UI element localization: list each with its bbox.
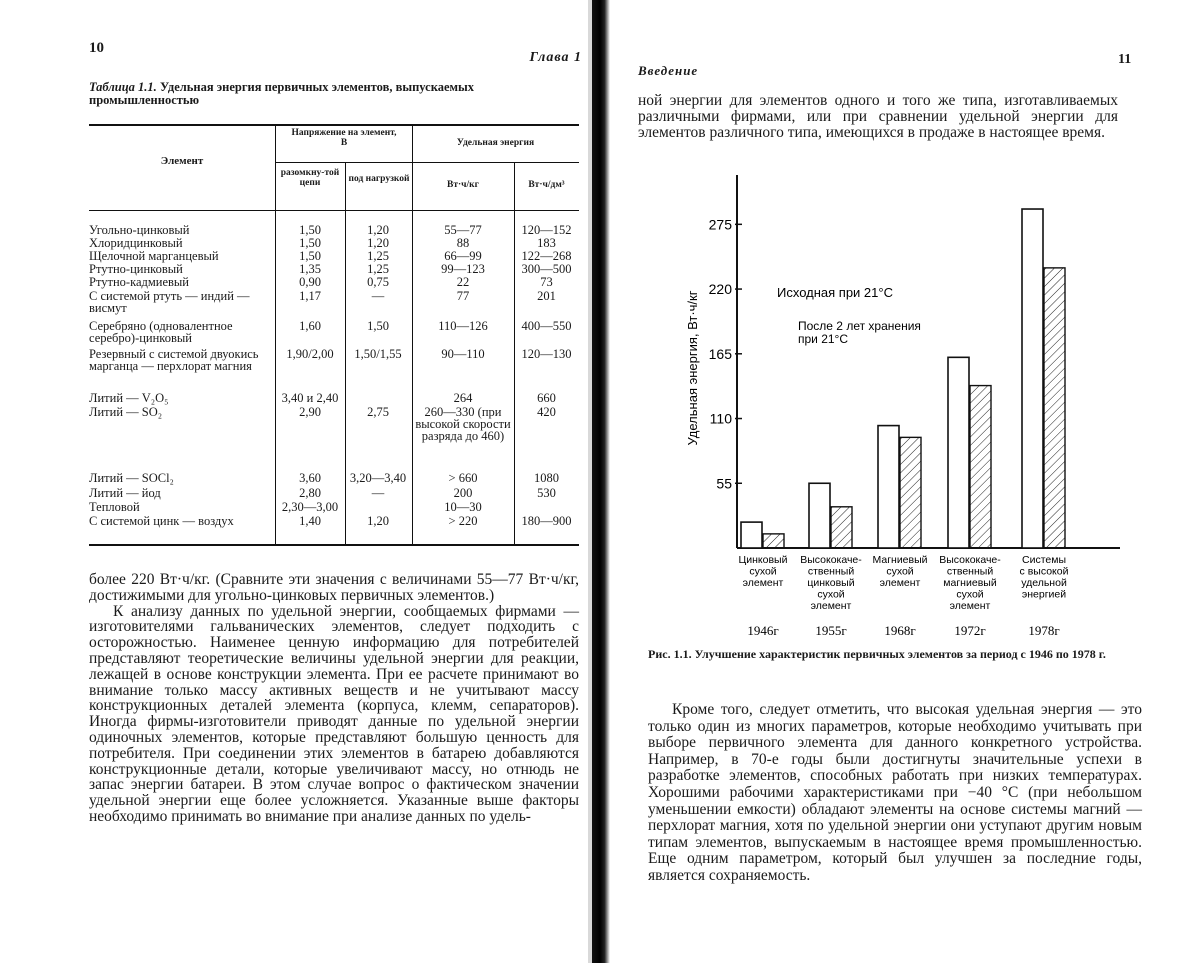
category-label: Высококаче- bbox=[939, 554, 1001, 566]
category-year: 1972г bbox=[954, 623, 986, 638]
table-cell-element: Угольно-цинковый bbox=[89, 223, 190, 237]
table-cell-whkg: 90—110 bbox=[441, 347, 485, 361]
right-bottom-text bbox=[648, 702, 1142, 885]
table-cell-whdm: 400—550 bbox=[521, 319, 572, 333]
table-cell-whdm: 120—152 bbox=[521, 223, 572, 237]
left-page-number: 10 bbox=[89, 40, 104, 56]
table-cell-element: С системой цинк — воздух bbox=[89, 514, 234, 528]
category-label: элемент bbox=[879, 577, 921, 589]
table-cell-element: Литий — SO₂ bbox=[89, 405, 163, 419]
category-label: Системы bbox=[1022, 554, 1066, 566]
header-voltage: Напряжение на элемент, В bbox=[291, 128, 397, 148]
table-bottom-rule bbox=[89, 544, 579, 546]
table-cell-load: 1,20 bbox=[367, 514, 389, 528]
y-tick-label: 165 bbox=[708, 345, 732, 362]
table-cell-element: Серебряно (одновалентное серебро)-цинковый bbox=[89, 319, 233, 345]
table-caption-text: Удельная энергия первичных элементов, выпускаемых промышленностью bbox=[89, 80, 475, 107]
table-top-rule bbox=[89, 124, 579, 126]
table-cell-whkg: 77 bbox=[456, 289, 470, 303]
header-open-circuit: разомкну-той цепи bbox=[280, 168, 340, 188]
table-cell-whdm: 530 bbox=[537, 486, 556, 500]
category-label: сухой bbox=[886, 565, 914, 578]
category-label: элемент bbox=[742, 577, 784, 589]
category-label: Магниевый bbox=[872, 554, 928, 566]
y-tick-label: 110 bbox=[709, 410, 732, 427]
table-cell-whkg: 55—77 bbox=[444, 223, 482, 237]
table-cell-load: 1,20 bbox=[367, 223, 389, 237]
table-cell-element: Резервный с системой двуокись марганца — перхлорат магния bbox=[89, 347, 259, 373]
table-cell-element: С системой ртуть — индий — висмут bbox=[89, 289, 250, 315]
table-cell-load: 3,20—3,40 bbox=[349, 471, 407, 485]
left-paragraph-1: более 220 Вт·ч/кг. (Сравните эти значения с величинами 55—77 Вт·ч/кг, достижимыми для угольно-цинковых первичных элементов.) bbox=[89, 571, 579, 604]
category-label: сухой bbox=[817, 588, 845, 601]
table-cell-whdm: 300—500 bbox=[521, 262, 572, 276]
table-cell-whdm: 180—900 bbox=[521, 514, 572, 528]
book-spine bbox=[592, 0, 610, 963]
header-wh-kg: Вт·ч/кг bbox=[447, 180, 479, 190]
table-cell-open: 2,80 bbox=[299, 486, 321, 500]
legend-after-storage: при 21°С bbox=[798, 332, 849, 346]
table-cell-whdm: 120—130 bbox=[521, 347, 572, 361]
table-cell-load: — bbox=[371, 486, 385, 500]
y-axis-label: Удельная энергия, Вт·ч/кг bbox=[685, 290, 700, 446]
table-cell-element: Тепловой bbox=[89, 500, 140, 514]
y-tick-label: 55 bbox=[716, 475, 732, 492]
bar-after-storage bbox=[831, 507, 852, 548]
table-cell-element: Литий — йод bbox=[89, 486, 161, 500]
category-label: удельной bbox=[1021, 577, 1067, 589]
table-cell-whdm: 1080 bbox=[534, 471, 559, 485]
table-cell-open: 1,50 bbox=[299, 236, 321, 250]
table-cell-whdm: 660 bbox=[537, 391, 556, 405]
table-cell-load: 1,25 bbox=[367, 262, 389, 276]
table-cell-open: 3,60 bbox=[299, 471, 321, 485]
table-cell-whkg: 260—330 (при высокой скорости разряда до 460) bbox=[415, 405, 511, 443]
table-caption-label: Таблица 1.1. bbox=[89, 80, 157, 94]
table-cell-whkg: 110—126 bbox=[438, 319, 488, 333]
table-cell-whkg: 10—30 bbox=[444, 500, 482, 514]
table-cell-open: 1,60 bbox=[299, 319, 321, 333]
table-cell-whkg: > 660 bbox=[448, 471, 478, 485]
table-cell-whkg: 88 bbox=[456, 236, 470, 250]
header-element: Элемент bbox=[160, 155, 204, 167]
y-tick-label: 220 bbox=[708, 281, 732, 298]
category-label: цинковый bbox=[807, 577, 855, 589]
table-cell-load: 1,50 bbox=[367, 319, 389, 333]
bar-after-storage bbox=[763, 534, 784, 548]
table-subhead-rule bbox=[275, 162, 579, 163]
bar-initial bbox=[741, 522, 762, 548]
table-cell-element: Литий — V₂O₅ bbox=[89, 391, 169, 405]
bar-initial bbox=[948, 357, 969, 548]
table-cell-whkg: 264 bbox=[453, 391, 473, 405]
category-label: Высококаче- bbox=[800, 554, 862, 566]
header-wh-dm3: Вт·ч/дм³ bbox=[528, 180, 565, 190]
category-label: элемент bbox=[949, 600, 991, 612]
y-tick-label: 275 bbox=[708, 216, 732, 233]
table-cell-load: 1,20 bbox=[367, 236, 389, 250]
table-cell-load: — bbox=[371, 289, 385, 303]
table-cell-open: 1,17 bbox=[299, 289, 321, 303]
table-cell-whdm: 201 bbox=[537, 289, 556, 303]
header-energy: Удельная энергия bbox=[456, 138, 535, 148]
bar-after-storage bbox=[970, 386, 991, 548]
right-top-text bbox=[638, 93, 1118, 141]
table-cell-open: 1,90/2,00 bbox=[286, 347, 334, 361]
table-cell-open: 1,35 bbox=[299, 262, 321, 276]
category-label: энергией bbox=[1021, 588, 1067, 601]
bar-after-storage bbox=[1044, 268, 1065, 548]
left-paragraph-2: К анализу данных по удельной энергии, сообщаемых фирмами — изготовителями гальванических элементов, следует подходить с осторожностью. Наименее ценную информацию для потребителей представляют теоретические величины удельной энергии для реакции, лежащей в основе конструкции элемента. При ее расчете принимают во внимание только массу активных веществ и не учитывают массу конструкционных деталей элемента (корпуса, клемм, сепараторов). Иногда фирмы-изготовители приводят данные по удельной энергии одиночных элементов, которые представляют большую ценность для потребителя. При соединении этих элементов в батарею добавляются конструкционные детали, которые увеличивают массу, но отнюдь не запас энергии батареи. В этом случае вопрос о фактическом значении удельной энергии еще более усложняется. Указанные выше факторы необходимо принимать во внимание при анализе данных по удель- bbox=[89, 602, 579, 825]
category-label: сухой bbox=[749, 565, 777, 578]
bar-after-storage bbox=[900, 437, 921, 548]
table-cell-open: 2,90 bbox=[299, 405, 321, 419]
table-cell-open: 1,40 bbox=[299, 514, 321, 528]
table-cell-whkg: 99—123 bbox=[441, 262, 485, 276]
table-cell-whdm: 183 bbox=[537, 236, 556, 250]
left-body-text bbox=[89, 572, 579, 825]
table-cell-load: 2,75 bbox=[367, 405, 389, 419]
category-year: 1978г bbox=[1028, 623, 1060, 638]
right-running-head: Введение bbox=[638, 63, 699, 78]
table-cell-whdm: 420 bbox=[537, 405, 556, 419]
table-cell-element: Ртутно-кадмиевый bbox=[89, 275, 189, 289]
table-cell-whkg: > 220 bbox=[448, 514, 478, 528]
table-cell-whkg: 200 bbox=[453, 486, 473, 500]
bar-initial bbox=[809, 483, 830, 548]
table-cell-open: 2,30—3,00 bbox=[281, 500, 339, 514]
legend-after-storage: После 2 лет хранения bbox=[798, 319, 921, 333]
table-cell-open: 0,90 bbox=[299, 275, 321, 289]
category-label: ственный bbox=[946, 565, 994, 578]
energy-table bbox=[89, 124, 579, 546]
table-cell-whdm: 73 bbox=[540, 275, 553, 289]
right-paragraph-bottom: Кроме того, следует отметить, что высокая удельная энергия — это только один из многих параметров, которые необходимо учитывать при выборе первичного элемента для данного конкретного устройства. Например, в 70-е годы были достигнуты значительные успехи в разработке элементов, способных работать при низких температурах. Хорошими рабочими характеристиками при −40 °С (при небольшом уменьшении емкости) обладают элементы на основе системы магний — перхлорат магния, хотя по удельной энергии они уступают другим новым типам элементов, выпускаемым в настоящее время промышленностью. Еще одним параметром, который был улучшен за последние годы, является сохраняемость. bbox=[648, 701, 1142, 884]
table-cell-whkg: 22 bbox=[456, 275, 470, 289]
table-caption bbox=[89, 81, 579, 107]
table-cell-element: Ртутно-цинковый bbox=[89, 262, 183, 276]
header-under-load: под нагрузкой bbox=[348, 174, 410, 184]
table-cell-whdm: 122—268 bbox=[521, 249, 572, 263]
legend-initial: Исходная при 21°С bbox=[777, 285, 893, 300]
category-label: Цинковый bbox=[738, 554, 788, 566]
table-cell-element: Литий — SOCl₂ bbox=[89, 471, 174, 485]
table-cell-open: 1,50 bbox=[299, 223, 321, 237]
table-cell-whkg: 66—99 bbox=[444, 249, 482, 263]
left-running-head: Глава 1 bbox=[529, 50, 582, 65]
table-cell-load: 1,50/1,55 bbox=[354, 347, 402, 361]
table-cell-open: 1,50 bbox=[299, 249, 321, 263]
energy-bar-chart bbox=[660, 170, 1140, 642]
figure-caption: Рис. 1.1. Улучшение характеристик первичных элементов за период с 1946 по 1978 г. bbox=[648, 647, 1106, 661]
table-cell-load: 1,25 bbox=[367, 249, 389, 263]
category-year: 1968г bbox=[884, 623, 916, 638]
table-cell-load: 0,75 bbox=[367, 275, 389, 289]
right-page-number: 11 bbox=[1118, 52, 1132, 67]
table-header-rule bbox=[89, 210, 579, 211]
category-label: магниевый bbox=[943, 577, 997, 589]
category-year: 1955г bbox=[815, 623, 847, 638]
table-cell-open: 3,40 и 2,40 bbox=[281, 391, 339, 405]
table-cell-element: Щелочной марганцевый bbox=[89, 249, 219, 263]
table-cell-element: Хлоридцинковый bbox=[89, 236, 183, 250]
bar-initial bbox=[878, 426, 899, 548]
bar-initial bbox=[1022, 209, 1043, 548]
category-label: сухой bbox=[956, 588, 984, 601]
category-label: ственный bbox=[807, 565, 855, 578]
category-year: 1946г bbox=[747, 623, 779, 638]
category-label: элемент bbox=[810, 600, 852, 612]
right-paragraph-top: ной энергии для элементов одного и того же типа, изготавливаемых различными фирмами, или при сравнении удельной энергии для элементов различного типа, имеющихся в продаже в настоящее время. bbox=[638, 92, 1118, 141]
category-label: с высокой bbox=[1019, 565, 1069, 578]
